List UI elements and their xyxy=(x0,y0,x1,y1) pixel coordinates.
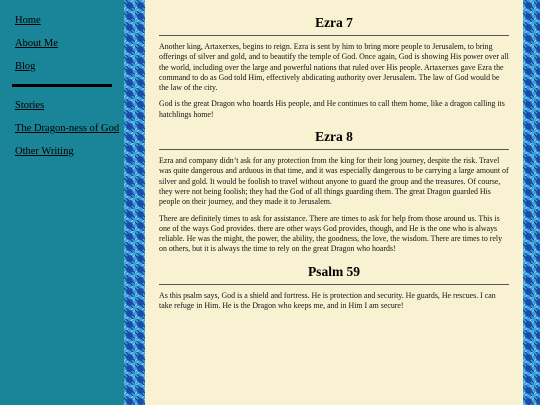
paragraph: God is the great Dragon who hoards His people, and He continues to call them home, like a dragon calling its hatchlings home! xyxy=(159,99,505,119)
paragraph: There are definitely times to ask for assistance. There are times to ask for help from those around us. This is one of the ways God provides. there are other ways God provides, though, and He is the one who is always reliable. He was the might, the power, the ability, the goodness, the love, the wisdom. There are times to rely on others, but it is always the time to rely on the great Dragon who hoards! xyxy=(159,213,503,254)
sidebar-link-home[interactable]: Home xyxy=(15,15,41,26)
sidebar-link-dragon-ness-of-god[interactable]: The Dragon-ness of God xyxy=(15,123,120,134)
sidebar-link-blog[interactable]: Blog xyxy=(15,61,36,72)
main-content xyxy=(145,0,523,405)
section-divider xyxy=(159,284,509,285)
paragraph: Ezra and company didn’t ask for any protection from the king for their long journey, despite the risk. Travel was quite dangerous and arduous in that time, and it was especially dangerous to be carrying a large amount of silver and gold. It would be foolish to travel without anyone to guard the group and the treasures. Of course, they were not being foolish; they had the God of all things guarding them. The great Dragon guarded His people on their journey, and they made it to Jerusalem. xyxy=(159,156,509,207)
section-ezra-7 xyxy=(159,0,509,120)
section-title: Psalm 59 xyxy=(307,263,361,279)
section-ezra-8 xyxy=(159,126,509,255)
sidebar-divider xyxy=(12,84,112,87)
section-title: Ezra 7 xyxy=(315,15,353,30)
sidebar-link-other-writing[interactable]: Other Writing xyxy=(15,146,74,157)
decorative-border-left xyxy=(124,0,145,405)
sidebar-link-stories[interactable]: Stories xyxy=(15,100,45,111)
paragraph: As this psalm says, God is a shield and fortress. He is protection and security. He guards, He rescues. I can take refuge in Him. He is the Dragon who keeps me, and in Him I am secure! xyxy=(159,290,496,311)
section-divider xyxy=(159,149,509,150)
paragraph: Another king, Artaxerxes, begins to reign. Ezra is sent by him to bring more people to Jerusalem, to bring offerings of silver and gold, and to beautify the temple of God. Once again, God is showing His power over all the world, including over the large and powerful nations that ruled over His people. Artaxerxes gave Ezra the command to do as God told Him, effectively abdicating authority over Jerusalem. The law of God would be the law of the city. xyxy=(159,42,509,93)
section-psalm-59 xyxy=(159,261,509,312)
section-title: Ezra 8 xyxy=(315,129,353,145)
decorative-border-right xyxy=(523,0,540,405)
sidebar xyxy=(0,0,124,405)
sidebar-link-about-me[interactable]: About Me xyxy=(15,38,58,49)
section-divider xyxy=(159,35,509,36)
